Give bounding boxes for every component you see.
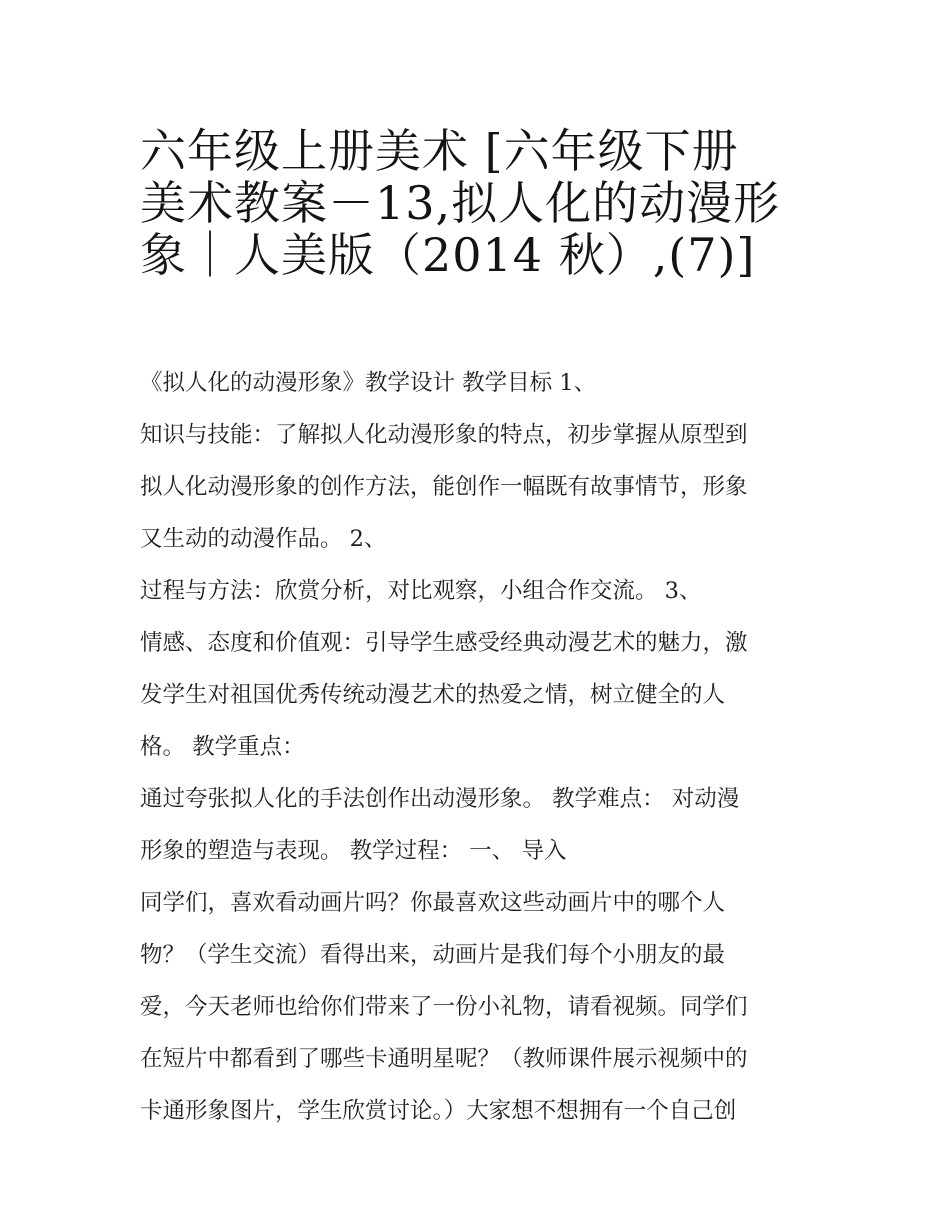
title-line: 美术教案－13,拟人化的动漫形 [140,176,781,230]
body-line: 格。 教学重点： [140,734,305,760]
document-title [140,112,820,282]
body-line: 《拟人化的动漫形象》教学设计 教学目标 1、 [140,370,597,396]
document-body [140,357,820,1137]
title-line: 六年级上册美术 [六年级下册 [140,124,739,178]
body-line: 发学生对祖国优秀传统动漫艺术的热爱之情，树立健全的人 [140,682,726,708]
body-line: 在短片中都看到了哪些卡通明星呢？（教师课件展示视频中的 [140,1046,748,1072]
body-line: 情感、态度和价值观：引导学生感受经典动漫艺术的魅力，激 [140,630,748,656]
body-line: 知识与技能：了解拟人化动漫形象的特点，初步掌握从原型到 [140,422,748,448]
body-line: 同学们，喜欢看动画片吗？你最喜欢这些动画片中的哪个人 [140,890,726,916]
body-line: 形象的塑造与表现。 教学过程： 一、 导入 [140,838,567,864]
body-line: 通过夸张拟人化的手法创作出动漫形象。 教学难点： 对动漫 [140,786,740,812]
title-line: 象｜人美版（2014 秋）,(7)] [140,228,756,282]
body-line: 过程与方法：欣赏分析，对比观察，小组合作交流。 3、 [140,578,702,604]
body-line: 卡通形象图片，学生欣赏讨论。）大家想不想拥有一个自己创 [140,1098,737,1124]
body-line: 拟人化动漫形象的创作方法，能创作一幅既有故事情节，形象 [140,474,748,500]
body-line: 爱，今天老师也给你们带来了一份小礼物，请看视频。同学们 [140,994,748,1020]
body-line: 物？（学生交流）看得出来，动画片是我们每个小朋友的最 [140,942,726,968]
body-line: 又生动的动漫作品。 2、 [140,526,387,552]
